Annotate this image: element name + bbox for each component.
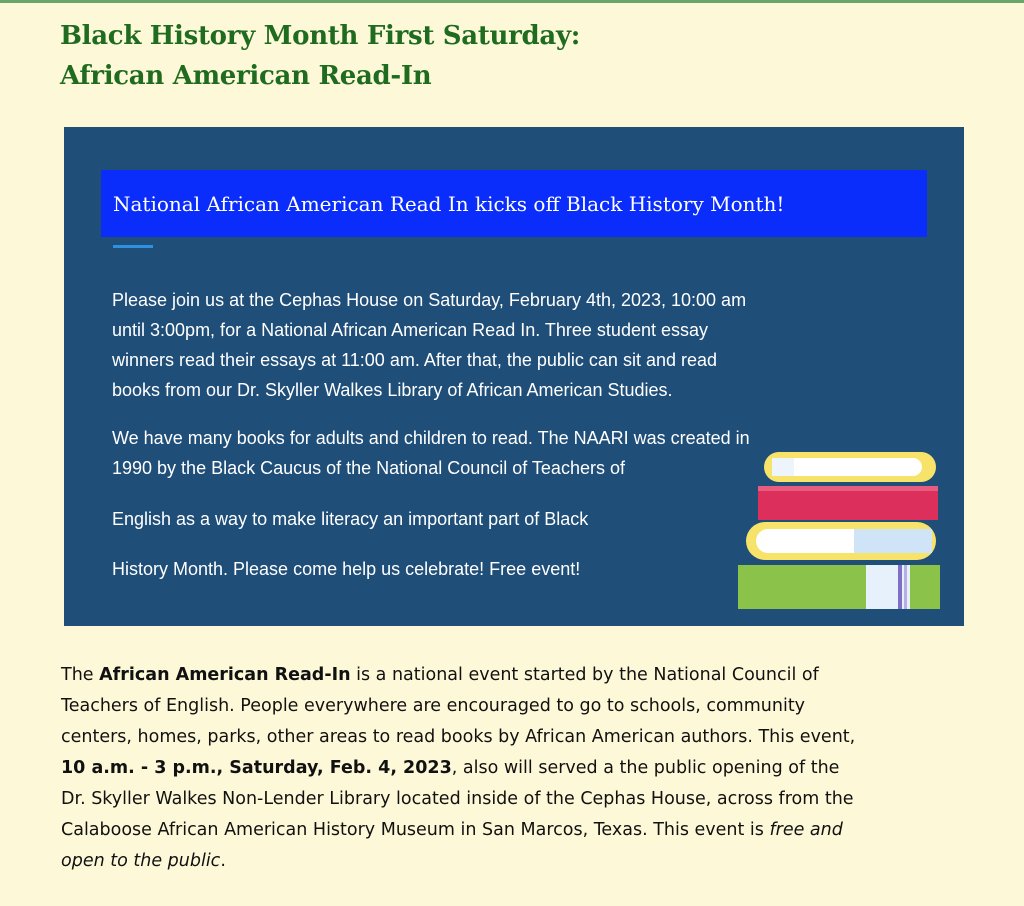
banner-text-line: English as a way to make literacy an important part of Black — [112, 509, 589, 529]
event-banner-image — [64, 127, 964, 626]
description-line: open to the public. — [61, 851, 226, 871]
book-green — [738, 565, 940, 609]
banner-paragraph-1 — [112, 285, 746, 405]
description-line: Calaboose African American History Museum in San Marcos, Texas. This event is free and — [61, 820, 843, 840]
free-note: free and — [769, 820, 843, 840]
event-date-time: 10 a.m. - 3 p.m., Saturday, Feb. 4, 2023 — [61, 758, 452, 778]
banner-text-line: until 3:00pm, for a National African American Read In. Three student essay — [112, 320, 708, 340]
book-yellow — [764, 452, 936, 482]
banner-text-line: 1990 by the Black Caucus of the National Council of Teachers of — [112, 458, 625, 478]
banner-text-line: History Month. Please come help us celebrate! Free event! — [112, 559, 581, 579]
title-line-2: African American Read-In — [60, 61, 432, 91]
stack-of-books-icon — [736, 450, 942, 610]
book-red — [758, 486, 938, 520]
read-in-name: African American Read-In — [99, 665, 351, 685]
description-line: 10 a.m. - 3 p.m., Saturday, Feb. 4, 2023, also will served a the public opening of the — [61, 758, 840, 778]
description-line: Teachers of English. People everywhere are encouraged to go to schools, community — [61, 696, 806, 716]
banner-text-line: winners read their essays at 11:00 am. After that, the public can sit and read — [112, 350, 718, 370]
banner-accent-dash — [113, 245, 153, 248]
free-note-cont: open to the public — [61, 851, 221, 871]
title-line-1: Black History Month First Saturday: — [60, 21, 581, 51]
banner-text-line: We have many books for adults and children to read. The NAARI was created in — [112, 428, 750, 448]
banner-heading: National African American Read In kicks off Black History Month! — [101, 170, 927, 237]
description-line: The African American Read-In is a national event started by the National Council of — [61, 665, 819, 685]
event-description — [61, 660, 996, 877]
banner-text-line: Please join us at the Cephas House on Saturday, February 4th, 2023, 10:00 am — [112, 290, 747, 310]
top-divider — [0, 0, 1024, 3]
book-cream — [746, 522, 936, 560]
banner-text-line: books from our Dr. Skyller Walkes Library of African American Studies. — [112, 380, 673, 400]
banner-paragraph-2 — [112, 423, 750, 483]
page-title — [60, 16, 960, 96]
description-line: Dr. Skyller Walkes Non-Lender Library located inside of the Cephas House, across from the — [61, 789, 854, 809]
description-line: centers, homes, parks, other areas to read books by African American authors. This event, — [61, 727, 856, 747]
